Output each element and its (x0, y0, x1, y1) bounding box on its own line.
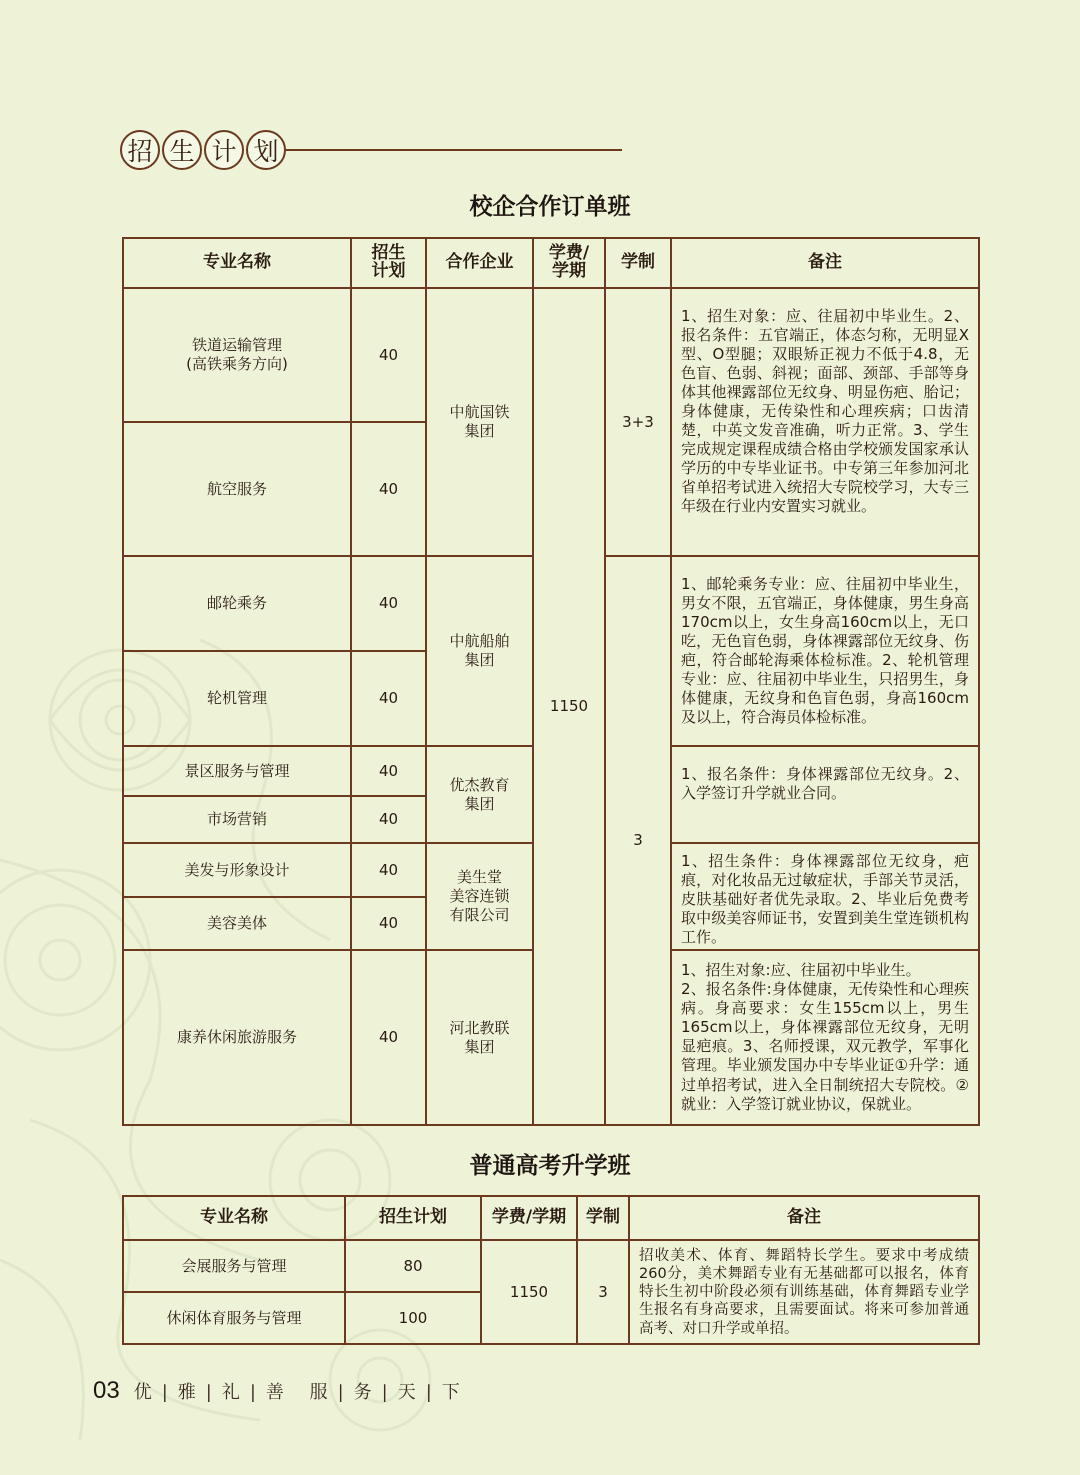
table-cell-plan: 80 (345, 1240, 481, 1292)
order-class-table (122, 237, 980, 1126)
col-header-years: 学制 (605, 238, 671, 288)
col-header-plan: 招生计划 (345, 1196, 481, 1240)
col-header-notes: 备注 (629, 1196, 979, 1240)
col-header-years: 学制 (577, 1196, 629, 1240)
table-cell-years: 3 (577, 1240, 629, 1344)
table-cell-fee: 1150 (481, 1240, 577, 1344)
col-header-major: 专业名称 (123, 238, 351, 288)
table-cell-major: 市场营销 (123, 796, 351, 843)
table-cell-company: 美生堂 美容连锁 有限公司 (426, 843, 533, 950)
table-cell-major: 美容美体 (123, 897, 351, 950)
table1-title: 校企合作订单班 (469, 194, 631, 220)
header-char: 招 (120, 130, 160, 170)
table-cell-company: 优杰教育 集团 (426, 746, 533, 843)
table-cell-fee: 1150 (533, 288, 605, 1125)
col-header-plan (351, 238, 426, 288)
header-divider (286, 149, 622, 151)
table-cell-major: 会展服务与管理 (123, 1240, 345, 1292)
table-cell-major: 轮机管理 (123, 651, 351, 746)
table-cell-plan: 40 (351, 651, 426, 746)
footer-slogan: 优|雅|礼|善 服|务|天|下 (133, 1382, 470, 1403)
table-cell-plan: 40 (351, 288, 426, 422)
plan-header-text: 招生计划 (371, 242, 406, 282)
table-cell-major: 航空服务 (123, 422, 351, 556)
table-cell-years: 3+3 (605, 288, 671, 556)
page-number: 03 (93, 1377, 120, 1404)
table-cell-company: 中航船舶 集团 (426, 556, 533, 746)
table2-title: 普通高考升学班 (469, 1153, 631, 1179)
col-header-company: 合作企业 (426, 238, 533, 288)
gaokao-class-table (122, 1195, 980, 1345)
table-cell-company: 河北教联 集团 (426, 950, 533, 1125)
table-cell-years: 3 (605, 556, 671, 1125)
table-cell-plan: 40 (351, 950, 426, 1125)
page-footer (93, 1377, 470, 1405)
table-cell-notes: 1、报名条件：身体裸露部位无纹身。2、入学签订升学就业合同。 (671, 746, 979, 843)
table-cell-major: 铁道运输管理 (高铁乘务方向) (123, 288, 351, 422)
table-cell-company: 中航国铁 集团 (426, 288, 533, 556)
table-cell-plan: 40 (351, 843, 426, 897)
col-header-fee (533, 238, 605, 288)
table-cell-major: 美发与形象设计 (123, 843, 351, 897)
col-header-notes: 备注 (671, 238, 979, 288)
table-cell-plan: 100 (345, 1292, 481, 1344)
table-cell-plan: 40 (351, 897, 426, 950)
col-header-major: 专业名称 (123, 1196, 345, 1240)
table-cell-major: 景区服务与管理 (123, 746, 351, 796)
header-char: 生 (162, 130, 202, 170)
table-cell-major: 康养休闲旅游服务 (123, 950, 351, 1125)
table-cell-major: 休闲体育服务与管理 (123, 1292, 345, 1344)
table-cell-plan: 40 (351, 422, 426, 556)
header-char: 计 (204, 130, 244, 170)
header-char: 划 (246, 130, 286, 170)
table-cell-notes: 1、招生对象:应、往届初中毕业生。 2、报名条件:身体健康，无传染性和心理疾病。身高要求：女生155cm以上，男生165cm以上，身体裸露部位无纹身，无明显疤痕。3、名师授课，双元教学，军事化管理。毕业颁发国办中专毕业证①升学：通过单招考试，进入全日制统招大专院校。②就业：入学签订就业协议，保就业。 (671, 950, 979, 1125)
table-cell-plan: 40 (351, 556, 426, 651)
table-cell-notes: 1、招生对象：应、往届初中毕业生。2、报名条件：五官端正，体态匀称，无明显X型、O型腿；双眼矫正视力不低于4.8，无色盲、色弱、斜视；面部、颈部、手部等身体其他裸露部位无纹身、明显伤疤、胎记；身体健康，无传染性和心理疾病；口齿清楚，中英文发音准确，听力正常。3、学生完成规定课程成绩合格由学校颁发国家承认学历的中专毕业证书。中专第三年参加河北省单招考试进入统招大专院校学习，大专三年级在行业内安置实习就业。 (671, 288, 979, 556)
table-cell-notes: 招收美术、体育、舞蹈特长学生。要求中考成绩260分，美术舞蹈专业有无基础都可以报名，体育特长生初中阶段必须有训练基础，体育舞蹈专业学生报名有身高要求，且需要面试。将来可参加普通高考、对口升学或单招。 (629, 1240, 979, 1344)
table-cell-notes: 1、邮轮乘务专业：应、往届初中毕业生，男女不限，五官端正，身体健康，男生身高170cm以上，女生身高160cm以上，无口吃，无色盲色弱，身体裸露部位无纹身、伤疤，符合邮轮海乘体检标准。2、轮机管理专业：应、往届初中毕业生，只招男生，身体健康，无纹身和色盲色弱，身高160cm及以上，符合海员体检标准。 (671, 556, 979, 746)
table-cell-notes: 1、招生条件：身体裸露部位无纹身，疤痕，对化妆品无过敏症状，手部关节灵活，皮肤基础好者优先录取。2、毕业后免费考取中级美容师证书，安置到美生堂连锁机构工作。 (671, 843, 979, 950)
col-header-fee: 学费/学期 (481, 1196, 577, 1240)
fee-header-text: 学费/学期 (548, 242, 590, 282)
table-cell-major: 邮轮乘务 (123, 556, 351, 651)
table-cell-plan: 40 (351, 746, 426, 796)
table-cell-plan: 40 (351, 796, 426, 843)
section-header (120, 130, 286, 170)
